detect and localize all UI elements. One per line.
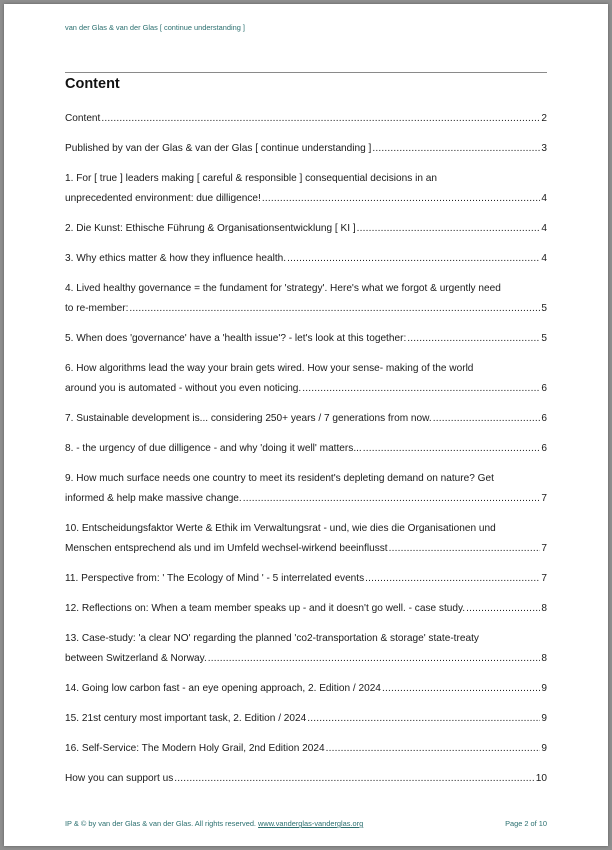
toc-dot-leader [407, 329, 540, 349]
toc-page-number: 6 [541, 383, 547, 394]
toc-entry-title-line: 13. Case-study: 'a clear NO' regarding the planned 'co2-transportation & storage' state-treaty [65, 633, 479, 644]
toc-dot-leader [101, 109, 540, 129]
toc-entry[interactable] [65, 569, 547, 589]
toc-dot-leader [307, 709, 540, 729]
toc-entry-title: 11. Perspective from: ' The Ecology of Mind ' - 5 interrelated events [65, 573, 365, 584]
toc-dot-leader [357, 219, 541, 239]
toc-entry-title: Menschen entsprechend als und im Umfeld wechsel-wirkend beeinflusst [65, 543, 388, 554]
toc-page-number: 6 [541, 413, 547, 424]
toc-entry-title: 3. Why ethics matter & how they influence health. [65, 253, 287, 264]
toc-entry[interactable] [65, 739, 547, 759]
toc-entry[interactable] [65, 519, 547, 559]
toc-dot-leader [372, 139, 540, 159]
toc-entry-title: 7. Sustainable development is... considering 250+ years / 7 generations from now. [65, 413, 432, 424]
toc-entry-title: 5. When does 'governance' have a 'health issue'? - let's look at this together: [65, 333, 407, 344]
toc-entry[interactable] [65, 329, 547, 349]
toc-entry-title: around you is automated - without you even noticing. [65, 383, 302, 394]
toc-page-number: 6 [541, 443, 547, 454]
toc-entry-title: to re-member: [65, 303, 129, 314]
toc-entry-title: 2. Die Kunst: Ethische Führung & Organisationsentwicklung [ KI ] [65, 223, 356, 234]
toc-page-number: 3 [541, 143, 547, 154]
toc-entry[interactable] [65, 629, 547, 669]
toc-entry[interactable] [65, 679, 547, 699]
toc-page-number: 9 [541, 743, 547, 754]
toc-dot-leader [433, 409, 541, 429]
toc-page-number: 8 [541, 653, 547, 664]
toc-entry[interactable] [65, 249, 547, 269]
toc-page-number: 10 [535, 773, 547, 784]
toc-entry-title: between Switzerland & Norway. [65, 653, 207, 664]
toc-entry[interactable] [65, 439, 547, 459]
toc-entry[interactable] [65, 219, 547, 239]
toc-dot-leader [382, 679, 540, 699]
toc-entry-title: 8. - the urgency of due dilligence - and why 'doing it well' matters... [65, 443, 362, 454]
toc-dot-leader [208, 649, 541, 669]
footer-copyright [65, 819, 363, 828]
toc-page-number: 9 [541, 713, 547, 724]
toc-entry-title: 14. Going low carbon fast - an eye opening approach, 2. Edition / 2024 [65, 683, 381, 694]
footer-copyright-text: IP & © by van der Glas & van der Glas. All rights reserved. [65, 819, 256, 828]
toc-entry-title: 16. Self-Service: The Modern Holy Grail, 2nd Edition 2024 [65, 743, 325, 754]
toc-entry[interactable] [65, 279, 547, 319]
toc-entry-title: 15. 21st century most important task, 2. Edition / 2024 [65, 713, 307, 724]
toc-dot-leader [389, 539, 541, 559]
toc-dot-leader [129, 299, 540, 319]
toc-page-number: 4 [541, 253, 547, 264]
toc-dot-leader [174, 769, 534, 789]
toc-entry-title: How you can support us [65, 773, 174, 784]
toc-entry[interactable] [65, 139, 547, 159]
toc-dot-leader [363, 439, 541, 459]
toc-entry[interactable] [65, 359, 547, 399]
toc-page-number: 4 [541, 193, 547, 204]
toc-entry-title-line: 10. Entscheidungsfaktor Werte & Ethik im Verwaltungsrat - und, wie dies die Organisationen und [65, 523, 496, 534]
toc-page-number: 9 [541, 683, 547, 694]
document-page [4, 4, 608, 846]
page-header: van der Glas & van der Glas [ continue understanding ] [65, 23, 245, 32]
toc-dot-leader [287, 249, 540, 269]
toc-entry[interactable] [65, 409, 547, 429]
page-footer [65, 819, 547, 828]
toc-entry[interactable] [65, 169, 547, 209]
toc-dot-leader [326, 739, 541, 759]
toc-entry[interactable] [65, 709, 547, 729]
toc-page-number: 2 [541, 113, 547, 124]
toc-dot-leader [466, 599, 540, 619]
toc-page-number: 7 [541, 543, 547, 554]
toc-entry[interactable] [65, 599, 547, 619]
page-title: Content [65, 76, 120, 92]
toc-entry-title-line: 6. How algorithms lead the way your brain gets wired. How your sense- making of the world [65, 363, 474, 374]
toc-page-number: 5 [541, 333, 547, 344]
footer-website-link[interactable]: www.vanderglas-vanderglas.org [258, 819, 364, 828]
toc-dot-leader [262, 189, 541, 209]
toc-entry-title-line: 9. How much surface needs one country to meet its resident's depleting demand on nature? Get [65, 473, 494, 484]
toc-dot-leader [243, 489, 541, 509]
toc-page-number: 7 [541, 573, 547, 584]
toc-entry[interactable] [65, 769, 547, 789]
toc-entry-title: informed & help make massive change. [65, 493, 242, 504]
toc-entry[interactable] [65, 469, 547, 509]
toc-entry-title: Published by van der Glas & van der Glas [ continue understanding ] [65, 143, 372, 154]
toc-entry-title: 12. Reflections on: When a team member speaks up - and it doesn't go well. - case study. [65, 603, 466, 614]
table-of-contents [65, 109, 547, 799]
toc-page-number: 4 [541, 223, 547, 234]
footer-page-number: Page 2 of 10 [505, 819, 547, 828]
toc-page-number: 7 [541, 493, 547, 504]
toc-entry-title: Content [65, 113, 101, 124]
toc-entry-title-line: 1. For [ true ] leaders making [ careful & responsible ] consequential decisions in an [65, 173, 437, 184]
title-divider [65, 72, 547, 73]
toc-page-number: 5 [541, 303, 547, 314]
toc-entry[interactable] [65, 109, 547, 129]
toc-dot-leader [365, 569, 540, 589]
toc-dot-leader [302, 379, 540, 399]
toc-page-number: 8 [541, 603, 547, 614]
toc-entry-title: unprecedented environment: due dilligence! [65, 193, 261, 204]
toc-entry-title-line: 4. Lived healthy governance = the fundament for 'strategy'. Here's what we forgot & urgently need [65, 283, 501, 294]
